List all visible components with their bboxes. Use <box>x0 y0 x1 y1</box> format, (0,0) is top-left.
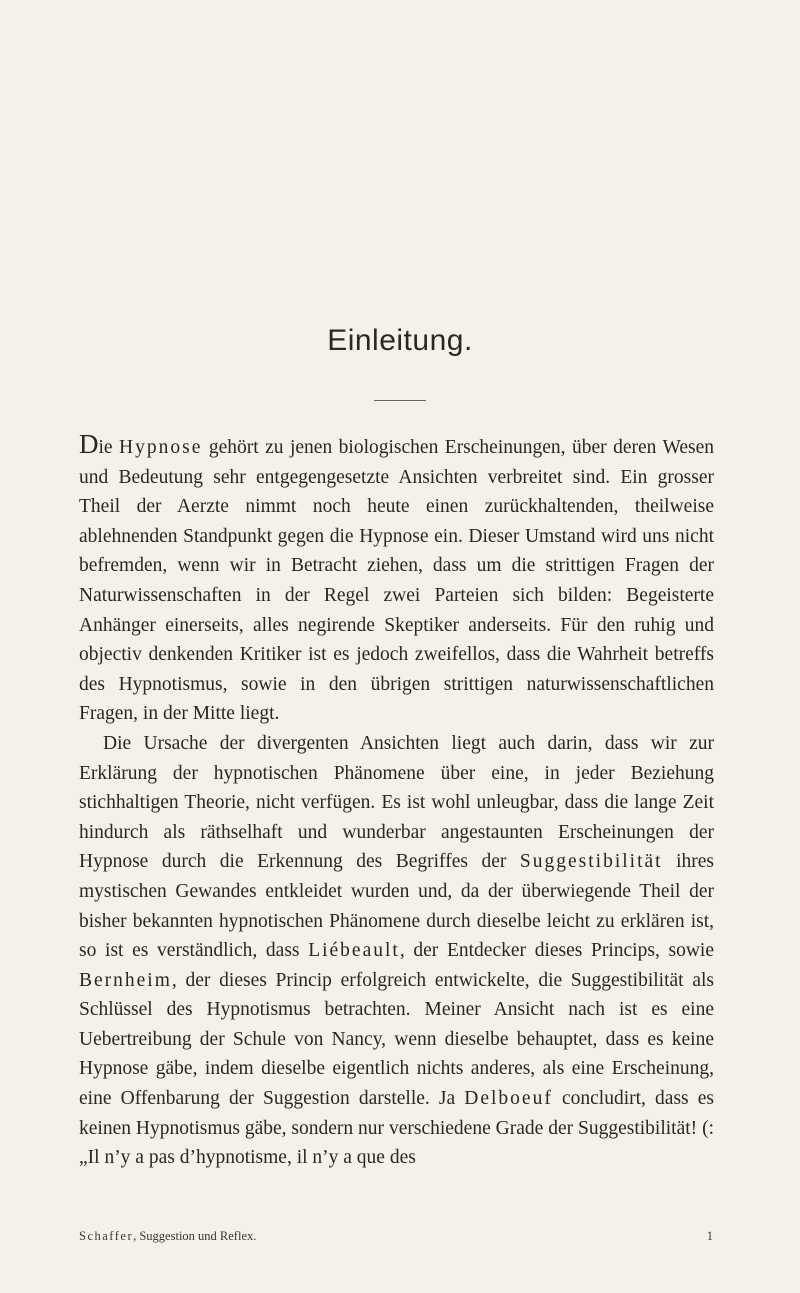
page-footer <box>79 1229 719 1244</box>
drop-cap: D <box>79 429 99 459</box>
body-text <box>79 431 714 1173</box>
paragraph-2-part-g: , der dieses Princip erfolgreich entwickelte, die Suggestibilität als Schlüssel des Hypnotismus betrachten. Meiner Ansicht nach ist es eine Uebertreibung der Schule von Nancy, wenn dieselbe behauptet, dass es keine Hypnose gäbe, indem dieselbe eigentlich nichts anderes, als eine Erscheinung, eine Offenbarung der Suggestion darstelle. Ja <box>79 969 714 1110</box>
heading-divider <box>374 400 426 401</box>
book-title: , Suggestion und Reflex. <box>133 1229 257 1243</box>
paragraph-2-part-c: ihres mystischen Gewandes entkleidet wurden und, da der überwiegende Theil der bisher bekannten hypnotischen Phänomene durch dieselbe leicht zu erklären ist, so ist es verständlich, dass <box>79 851 715 962</box>
paragraph-1-rest: gehört zu jenen biologischen Erscheinungen, über deren Wesen und Bedeutung sehr entgegengesetzte Ansichten verbreitet sind. Ein grosser Theil der Aerzte nimmt noch heute einen zurückhaltenden, theilweise ablehnenden Standpunkt gegen die Hypnose ein. Dieser Umstand wird uns nicht befremden, wenn wir in Betracht ziehen, dass um die strittigen Fragen der Naturwissenschaften in der Regel zwei Parteien sich bilden: Begeisterte Anhänger einerseits, alles negirende Skeptiker anderseits. Für den ruhig und objectiv denkenden Kritiker ist es jedoch zweifellos, dass die Wahrheit betreffs des Hypnotismus, sowie in den übrigen strittigen naturwissenschaftlichen Fragen, in der Mitte liegt. <box>79 437 715 725</box>
paragraph-1 <box>79 431 714 729</box>
paragraph-2 <box>79 729 714 1173</box>
paragraph-1-start: ie <box>98 437 120 458</box>
spaced-name-bernheim: Bernheim <box>79 969 172 991</box>
paragraph-2-part-e: , der Entdecker dieses Princips, sowie <box>399 940 714 962</box>
paragraph-2-part-a: Die Ursache der divergenten Ansichten liegt auch darin, dass wir zur Erklärung der hypnotischen Phänomene über eine, in jeder Beziehung stichhaltigen Theorie, nicht verfügen. Es ist wohl unleugbar, dass die lange Zeit hindurch als räthselhaft und wunderbar angestaunten Erscheinungen der Hypnose durch die Erkennung des Begriffes der <box>79 732 714 873</box>
chapter-heading: Einleitung. <box>327 324 473 357</box>
page-number: 1 <box>706 1229 713 1243</box>
paragraph-2-part-i: concludirt, dass es keinen Hypnotismus gäbe, sondern nur verschiedene Grade der Suggestibilität! (: „Il n’y a pas d’hypnotisme, il n’y a que des <box>79 1088 714 1169</box>
spaced-name-delboeuf: Delboeuf <box>464 1088 553 1110</box>
spaced-term-suggestibilitaet: Suggestibilität <box>519 851 663 873</box>
signature-line <box>79 1229 256 1244</box>
author-name: Schaffer <box>79 1229 134 1243</box>
spaced-term-hypnose: Hypnose <box>119 437 203 458</box>
spaced-name-liebeault: Liébeault <box>308 940 400 962</box>
